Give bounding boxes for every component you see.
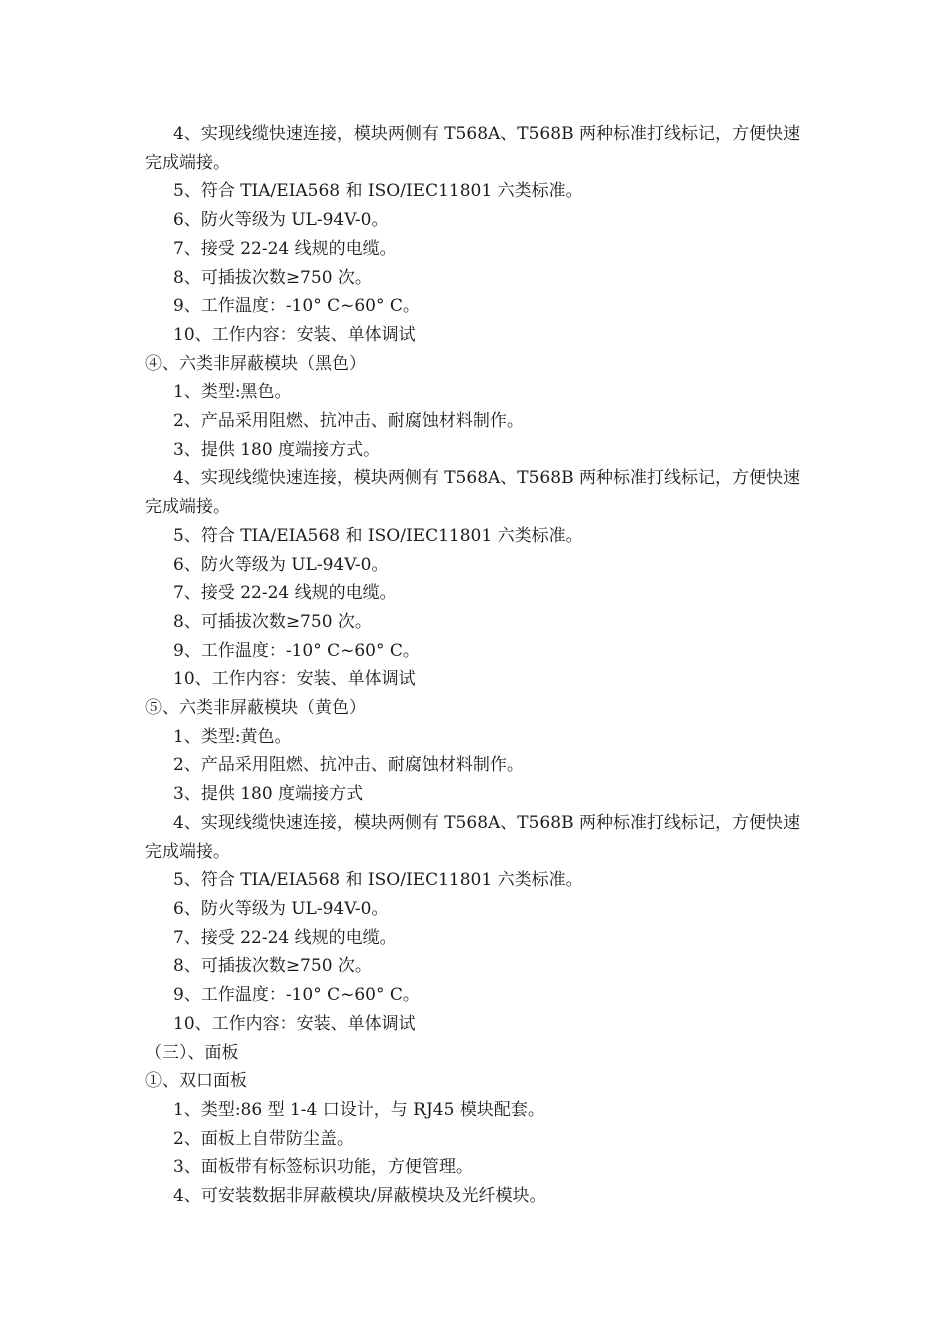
list-item: 3、提供 180 度端接方式。	[173, 439, 381, 460]
list-item: 3、面板带有标签标识功能，方便管理。	[173, 1157, 473, 1178]
paragraph-item-4-cable-connection: 4、实现线缆快速连接，模块两侧有 T568A、T568B 两种标准打线标记，方便快速完成端接。	[145, 812, 800, 862]
list-item: 6、防火等级为 UL-94V-0。	[173, 210, 389, 231]
list-item: 5、符合 TIA/EIA568 和 ISO/IEC11801 六类标准。	[173, 181, 583, 202]
list-item: 1、类型:黄色。	[173, 726, 292, 747]
list-item: 5、符合 TIA/EIA568 和 ISO/IEC11801 六类标准。	[173, 525, 583, 546]
list-item: 6、防火等级为 UL-94V-0。	[173, 554, 389, 575]
list-item: 1、类型:86 型 1-4 口设计，与 RJ45 模块配套。	[173, 1099, 545, 1120]
list-item: 9、工作温度：-10° C~60° C。	[173, 985, 420, 1006]
list-item: 4、可安装数据非屏蔽模块/屏蔽模块及光纤模块。	[173, 1186, 547, 1207]
list-item: 10、工作内容：安装、单体调试	[173, 324, 416, 345]
paragraph-item-4-cable-connection: 4、实现线缆快速连接，模块两侧有 T568A、T568B 两种标准打线标记，方便快速完成端接。	[145, 124, 800, 173]
list-item: 7、接受 22-24 线规的电缆。	[173, 238, 397, 259]
paragraph-item-4-cable-connection: 4、实现线缆快速连接，模块两侧有 T568A、T568B 两种标准打线标记，方便快速完成端接。	[145, 468, 800, 518]
section-heading-panel: （三）、面板	[145, 1042, 239, 1063]
list-item: 2、产品采用阻燃、抗冲击、耐腐蚀材料制作。	[173, 411, 524, 432]
list-item: 10、工作内容：安装、单体调试	[173, 1013, 416, 1034]
list-item: 2、面板上自带防尘盖。	[173, 1128, 354, 1149]
list-item: 1、类型:黑色。	[173, 382, 292, 403]
list-item: 8、可插拔次数≥750 次。	[173, 611, 372, 632]
list-item: 8、可插拔次数≥750 次。	[173, 956, 372, 977]
list-item: 10、工作内容：安装、单体调试	[173, 669, 416, 690]
list-item: 7、接受 22-24 线规的电缆。	[173, 583, 397, 604]
list-item: 5、符合 TIA/EIA568 和 ISO/IEC11801 六类标准。	[173, 870, 583, 891]
list-item: 2、产品采用阻燃、抗冲击、耐腐蚀材料制作。	[173, 755, 524, 776]
section-heading-yellow-module: ⑤、六类非屏蔽模块（黄色）	[145, 698, 366, 719]
list-item: 9、工作温度：-10° C~60° C。	[173, 640, 420, 661]
subsection-heading-dual-port-panel: ①、双口面板	[145, 1071, 247, 1092]
list-item: 9、工作温度：-10° C~60° C。	[173, 296, 420, 317]
list-item: 3、提供 180 度端接方式	[173, 784, 364, 805]
list-item: 6、防火等级为 UL-94V-0。	[173, 898, 389, 919]
list-item: 8、可插拔次数≥750 次。	[173, 267, 372, 288]
document-body	[145, 120, 810, 1211]
section-heading-black-module: ④、六类非屏蔽模块（黑色）	[145, 353, 366, 374]
list-item: 7、接受 22-24 线规的电缆。	[173, 927, 397, 948]
